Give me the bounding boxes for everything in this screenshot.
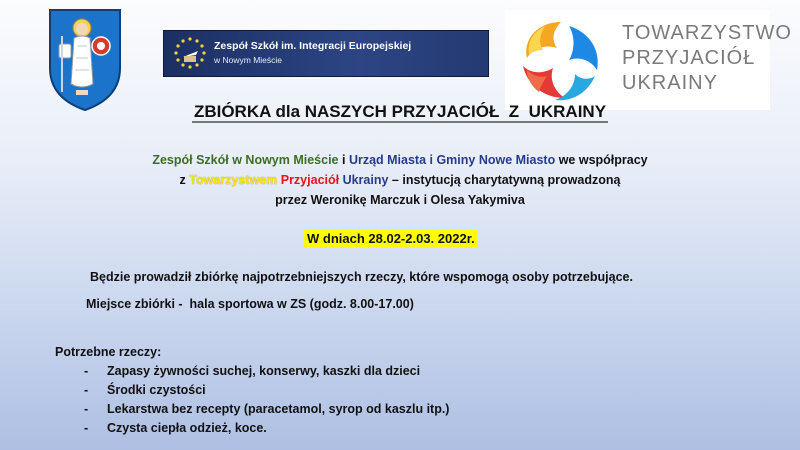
list-bullet: -	[84, 421, 89, 435]
intro-line-2	[0, 170, 800, 190]
list-item	[84, 400, 449, 419]
partner-logo-line2: PRZYJACIÓŁ	[622, 47, 756, 69]
school-banner	[163, 30, 489, 77]
intro-with: z	[179, 173, 190, 187]
intro-and: i	[338, 153, 349, 167]
intro-paragraph	[0, 150, 800, 210]
partner-logo-text	[622, 21, 792, 96]
town-coat-of-arms-icon	[46, 6, 124, 114]
list-item-text: Zapasy żywności suchej, konserwy, kaszki dla dzieci	[107, 364, 421, 378]
list-item	[84, 362, 449, 381]
page-title-text: ZBIÓRKA dla NASZYCH PRZYJACIÓŁ Z UKRAINY	[193, 102, 607, 121]
intro-line-3: przez Weronikę Marczuk i Olesa Yakymiva	[275, 193, 525, 207]
intro-line-1	[0, 150, 800, 170]
school-banner-subtitle: w Nowym Mieście	[214, 55, 283, 65]
partner-logo-line1: TOWARZYSTWO	[622, 22, 792, 44]
eu-stars-icon	[170, 35, 210, 71]
list-item	[84, 381, 449, 400]
collection-location: Miejsce zbiórki - hala sportowa w ZS (godz. 8.00-17.00)	[86, 297, 414, 311]
school-banner-title: Zespół Szkół im. Integracji Europejskiej	[214, 40, 412, 52]
list-bullet: -	[84, 364, 89, 378]
partner-logo	[505, 10, 792, 110]
org-description: – instytucją charytatywną prowadzoną	[388, 173, 621, 187]
page-title	[0, 102, 800, 122]
towarzystwo-logo-icon	[509, 14, 613, 106]
intro-cooperation: we współpracy	[555, 153, 648, 167]
org-name-part3: Ukrainy	[339, 173, 389, 187]
list-item-text: Lekarstwa bez recepty (paracetamol, syrop od kaszlu itp.)	[107, 402, 450, 416]
town-office-name: Urząd Miasta i Gminy Nowe Miasto	[348, 153, 556, 167]
collection-dates: W dniach 28.02-2.03. 2022r.	[304, 230, 478, 247]
school-name: Zespół Szkół w Nowym Mieście	[152, 153, 339, 167]
partner-logo-line3: UKRAINY	[622, 72, 718, 94]
list-item-text: Środki czystości	[107, 383, 206, 397]
org-name-part2: Przyjaciół	[280, 173, 340, 187]
collection-description: Będzie prowadził zbiórkę najpotrzebniejszych rzeczy, które wspomogą osoby potrzebujące.	[90, 270, 633, 284]
needed-items-heading: Potrzebne rzeczy:	[55, 345, 162, 359]
list-item	[84, 419, 449, 438]
list-bullet: -	[84, 383, 89, 397]
org-name-part1: Towarzystwem	[189, 173, 281, 187]
needed-items-list	[84, 362, 449, 438]
list-item-text: Czysta ciepła odzież, koce.	[107, 421, 267, 435]
list-bullet: -	[84, 402, 89, 416]
